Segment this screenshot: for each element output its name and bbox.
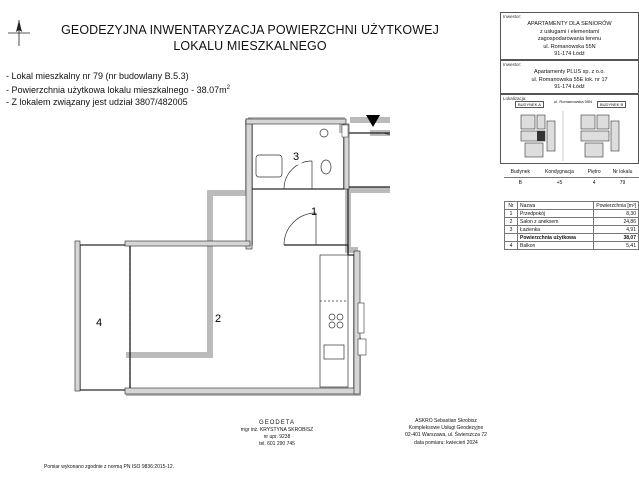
- key-plan-drawing: [515, 109, 627, 163]
- table-row: 1 Przedpokój 8,30: [505, 210, 639, 218]
- balcony-outline: [80, 245, 130, 390]
- footnote: Pomiar wykonano zgodnie z normą PN ISO 9836:2015-12.: [44, 464, 175, 470]
- north-arrow-icon: [4, 18, 34, 48]
- room-label-4: 4: [95, 317, 103, 329]
- unit-facts: [6, 70, 230, 108]
- area-total-row: Powierzchnia użytkowa 38,07: [505, 234, 639, 242]
- investor-label: Inwestor:: [503, 14, 522, 19]
- fact-usable-area: - Powierzchnia użytkowa lokalu mieszkalnego - $38.07m^2$: [6, 85, 230, 95]
- investor-box: [500, 12, 639, 60]
- meta-value-row: B +5 4 79: [518, 180, 626, 186]
- key-plan-label: Lokalizacja:: [503, 96, 527, 101]
- table-row: 4 Balkon 5,41: [505, 242, 639, 250]
- building-b-tag: BUDYNEK B: [597, 101, 626, 108]
- owner-box: [500, 60, 639, 94]
- kitchen-counter: [320, 255, 348, 387]
- bathtub-tray: [256, 155, 282, 177]
- title-line-1: GEODEZYJNA INWENTARYZACJA POWIERZCHNI UŻYTKOWEJ: [61, 23, 439, 37]
- washbasin: [320, 129, 328, 137]
- key-street-label: ul. Romanowska 55N: [554, 99, 593, 104]
- toilet: [321, 160, 331, 174]
- room-label-3: 3: [292, 151, 300, 163]
- company-stamp: ASKRO Sebastian Skrobisz Kompleksowe Usługi Geodezyjne 02-401 Warszawa, ul. Świerszcza 72 data pomiaru: kwiecień 2024: [405, 418, 487, 446]
- area-header-row: Nr Nazwa Powierzchnia [m²]: [505, 202, 639, 210]
- surveyor-signature: GEODETA mgr inż. KRYSTYNA SKROBISZ nr upr. 9238 tel. 601 290 745: [240, 420, 314, 447]
- unit-meta-table: [504, 167, 639, 188]
- fact-share: - Z lokalem związany jest udział 3807/482005: [6, 97, 188, 107]
- key-plan-box: [500, 94, 639, 164]
- bathroom-door-swing: [284, 161, 312, 189]
- table-row: 2 Salon z aneksem 24,86: [505, 218, 639, 226]
- title-line-2: LOKALU MIESZKALNEGO: [173, 39, 327, 53]
- owner-label: Inwestor:: [503, 62, 522, 67]
- room-label-2: 2: [214, 313, 222, 325]
- page-title: [40, 22, 460, 54]
- owner-lines: Apartamenty PLUS sp. z o.o. ul. Romanowska 55E lok. nr 17 91-174 Łódź: [531, 69, 608, 90]
- table-row: 3 Łazienka 4,91: [505, 226, 639, 234]
- entry-door-swing: [380, 133, 390, 159]
- floor-plan: [70, 105, 390, 410]
- building-a-tag: BUDYNEK A: [515, 101, 544, 108]
- room-label-1: 1: [310, 206, 318, 218]
- fact-unit-number: - Lokal mieszkalny nr 79 (nr budowlany B.5.3): [6, 71, 189, 81]
- meta-header-row: Budynek Kondygnacja Piętro Nr lokalu: [504, 167, 639, 178]
- investor-lines: APARTAMENTY DLA SENIORÓW z usługami i elementami zagospodarowania terenu ul. Romanowska 55N 91-174 Łódź: [527, 21, 612, 57]
- area-table: [504, 201, 639, 250]
